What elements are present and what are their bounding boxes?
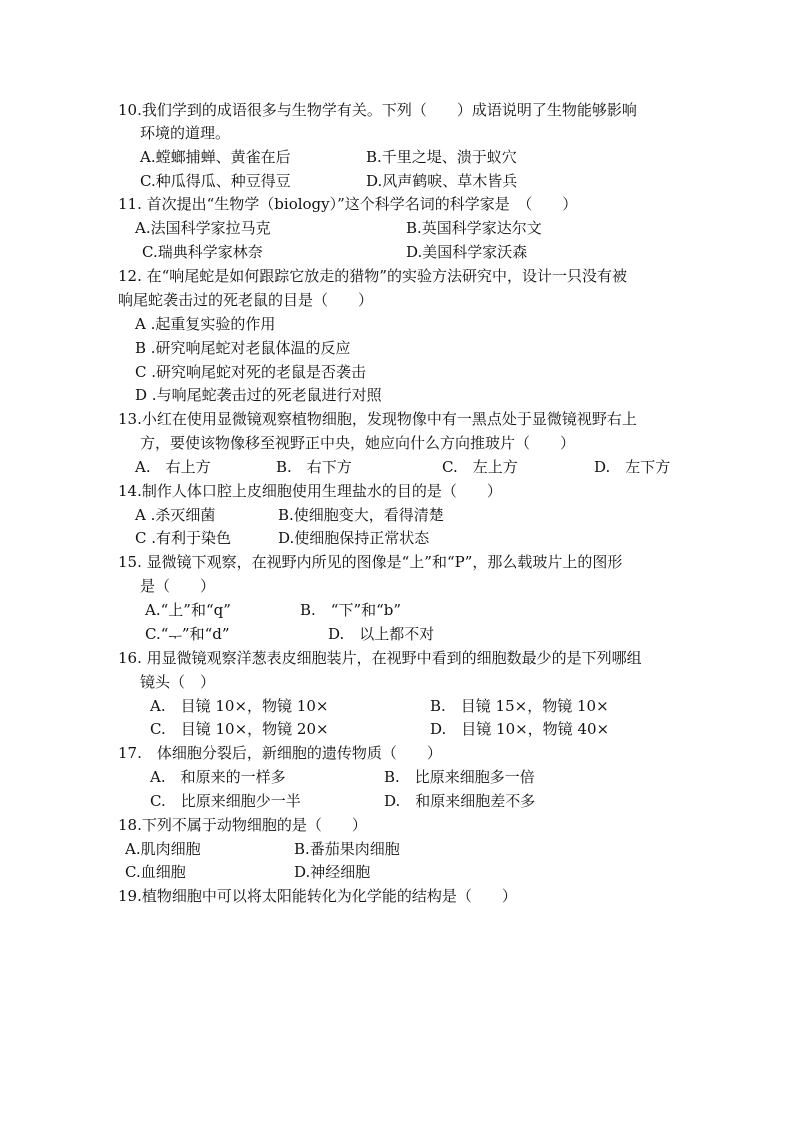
q17-option-d: D. 和原来细胞差不多: [384, 792, 536, 810]
q10-option-d: D.风声鹤唳、草木皆兵: [366, 172, 518, 190]
q16-option-b: B. 目镜 15×，物镜 10×: [430, 697, 609, 715]
q13-option-b: B. 右下方: [276, 458, 352, 476]
q11-option-c: C.瑞典科学家林奈: [142, 243, 263, 261]
q14-stem: 14.制作人体口腔上皮细胞使用生理盐水的目的是（ ）: [118, 482, 502, 500]
q12-option-b: B .研究响尾蛇对老鼠体温的反应: [135, 339, 351, 357]
q15-option-c-suffix: ”和“d”: [181, 625, 230, 643]
q10-stem-line1: 10.我们学到的成语很多与生物学有关。下列（ ）成语说明了生物能够影响: [118, 101, 637, 119]
q15-stem-line2: 是（ ）: [140, 577, 216, 595]
q11-option-d: D.美国科学家沃森: [406, 243, 528, 261]
q13-option-d: D. 左下方: [594, 458, 671, 476]
q17-option-a: A. 和原来的一样多: [150, 768, 286, 786]
q13-option-a: A. 右上方: [135, 458, 211, 476]
q12-stem-line2: 响尾蛇袭击过的死老鼠的目是（ ）: [118, 291, 374, 309]
q11-option-a: A.法国科学家拉马克: [135, 219, 271, 237]
q11-option-b: B.英国科学家达尔文: [406, 219, 542, 237]
q15-stem-line1: 15. 显微镜下观察，在视野内所见的图像是“上”和“P”，那么载玻片上的图形: [118, 553, 623, 571]
q14-option-a: A .杀灭细菌: [135, 506, 216, 524]
q14-option-c: C .有利于染色: [135, 529, 232, 547]
q12-stem-line1: 12. 在“响尾蛇是如何跟踪它放走的猎物”的实验方法研究中，设计一只没有被: [118, 267, 627, 285]
q14-option-d: D.使细胞保持正常状态: [278, 529, 430, 547]
q15-option-b: B. “下”和“b”: [300, 601, 402, 619]
q11-stem: 11. 首次提出“生物学（biology）”这个科学名词的科学家是 （ ）: [118, 195, 578, 213]
q18-stem: 18.下列不属于动物细胞的是（ ）: [118, 816, 367, 834]
q13-stem-line1: 13.小红在使用显微镜观察植物细胞，发现物像中有一黑点处于显微镜视野右上: [118, 410, 637, 428]
q18-option-c: C.血细胞: [125, 863, 186, 881]
q16-option-d: D. 目镜 10×，物镜 40×: [430, 720, 610, 738]
q15-option-a: A.“上”和“q”: [145, 601, 231, 619]
q16-stem-line1: 16. 用显微镜观察洋葱表皮细胞装片，在视野中看到的细胞数最少的是下列哪组: [118, 649, 642, 667]
q16-option-c: C. 目镜 10×，物镜 20×: [150, 720, 329, 738]
q17-stem: 17. 体细胞分裂后，新细胞的遗传物质（ ）: [118, 744, 442, 762]
q16-option-a: A. 目镜 10×，物镜 10×: [150, 697, 329, 715]
q12-option-d: D .与响尾蛇袭击过的死老鼠进行对照: [135, 386, 382, 404]
q13-option-c: C. 左上方: [442, 458, 518, 476]
q17-option-c: C. 比原来细胞少一半: [150, 792, 301, 810]
q15-option-c: [145, 624, 230, 646]
q14-option-b: B.使细胞变大，看得清楚: [278, 506, 444, 524]
q19-stem: 19.植物细胞中可以将太阳能转化为化学能的结构是（ ）: [118, 887, 517, 905]
q18-option-b: B.番茄果肉细胞: [294, 840, 400, 858]
q10-stem-line2: 环境的道理。: [140, 124, 231, 142]
q10-option-b: B.千里之堤、溃于蚁穴: [366, 148, 517, 166]
q10-option-c: C.种瓜得瓜、种豆得豆: [140, 172, 291, 190]
q10-option-a: A.螳螂捕蝉、黄雀在后: [140, 148, 291, 166]
q17-option-b: B. 比原来细胞多一倍: [384, 768, 535, 786]
q15-option-d: D. 以上都不对: [328, 625, 435, 643]
q18-option-d: D.神经细胞: [294, 863, 371, 881]
q15-inverted-glyph: ᅮ: [168, 630, 182, 646]
q12-option-c: C .研究响尾蛇对死的老鼠是否袭击: [135, 363, 367, 381]
q12-option-a: A .起重复实验的作用: [135, 315, 276, 333]
q15-option-c-prefix: C.“: [145, 625, 169, 643]
q13-stem-line2: 方，要使该物像移至视野正中央，她应向什么方向推玻片（ ）: [140, 434, 576, 452]
q16-stem-line2: 镜头（ ）: [140, 673, 216, 691]
q18-option-a: A.肌肉细胞: [125, 840, 201, 858]
